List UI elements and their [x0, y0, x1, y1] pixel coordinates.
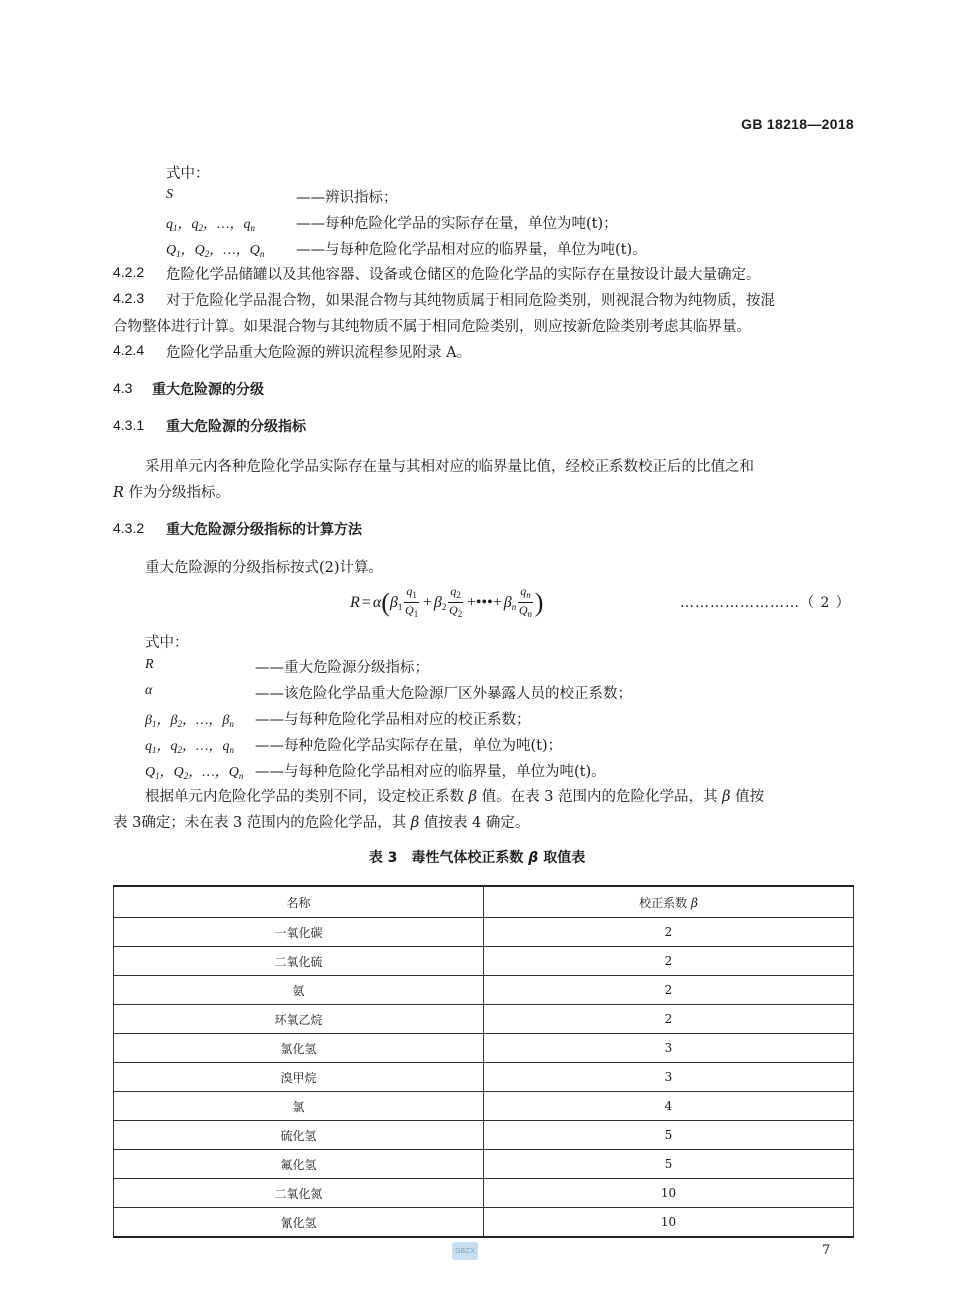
- paragraph-text: 作为分级指标。: [123, 485, 231, 501]
- formula2-description: ——每种危险化学品实际存在量，单位为吨(t)；: [255, 738, 563, 754]
- formula1-symbol: S: [166, 187, 173, 202]
- formula-fraction-2: $\frac{q_2}{Q_2}$: [449, 584, 463, 619]
- formula2-symbol: $Q_1$，$Q_2$，…，$Q_n$: [145, 765, 244, 781]
- cell-chemical-name: 氰化氢: [114, 1208, 484, 1238]
- clause-4-2-4-number: 4.2.4: [113, 342, 145, 358]
- formula-beta-2: $\beta_2$: [433, 593, 447, 612]
- beta-paragraph-line2: 表 3确定；未在表 3 范围内的危险化学品，其 β 值按表 4 确定。: [113, 815, 530, 831]
- table-header-row: [114, 886, 854, 918]
- formula2-description: ——与每种危险化学品相对应的校正系数；: [255, 712, 531, 728]
- section-4-3-1-paragraph-line2: [113, 481, 230, 502]
- section-4-3-2-paragraph: 重大危险源的分级指标按式(2)计算。: [145, 560, 384, 576]
- formula2-description: ——重大危险源分级指标；: [255, 660, 429, 676]
- cell-chemical-name: 氟化氢: [114, 1150, 484, 1179]
- cell-beta-value: 10: [484, 1208, 854, 1238]
- clause-4-2-2-text: 危险化学品储罐以及其他容器、设备或仓储区的危险化学品的实际存在量按设计最大量确定。: [166, 267, 761, 283]
- formula-beta-n: $\beta_n$: [503, 593, 517, 612]
- table-row: [114, 1005, 854, 1034]
- formula1-symbol: $Q_1$，$Q_2$，…，$Q_n$: [166, 243, 265, 259]
- formula-ellipsis: +•••+: [466, 593, 502, 611]
- cell-beta-value: 5: [484, 1121, 854, 1150]
- cell-beta-value: 4: [484, 1092, 854, 1121]
- formula1-description: ——每种危险化学品的实际存在量，单位为吨(t)；: [296, 216, 618, 232]
- cell-chemical-name: 氯: [114, 1092, 484, 1121]
- table-row: [114, 1121, 854, 1150]
- formula2-description: ——该危险化学品重大危险源厂区外暴露人员的校正系数；: [255, 686, 632, 702]
- formula-fraction-1: $\frac{q_1}{Q_1}$: [405, 584, 419, 619]
- formula2-where-label: 式中：: [145, 635, 189, 651]
- table-row: [114, 1179, 854, 1208]
- formula-2: [350, 584, 543, 621]
- formula-alpha: α: [372, 593, 382, 611]
- section-4-3-1-title: 重大危险源的分级指标: [166, 419, 306, 435]
- table-row: [114, 918, 854, 947]
- cell-beta-value: 2: [484, 1005, 854, 1034]
- watermark-logo: GBZX: [452, 1242, 478, 1260]
- table-3-title: 表 3 毒性气体校正系数 β 取值表: [368, 850, 586, 866]
- clause-4-2-3-line2: 合物整体进行计算。如果混合物与其纯物质不属于相同危险类别，则应按新危险类别考虑其临界量。: [113, 319, 751, 335]
- table-row: [114, 1034, 854, 1063]
- cell-beta-value: 3: [484, 1063, 854, 1092]
- formula1-description: ——辨识指标；: [296, 190, 398, 206]
- formula-fraction-n: $\frac{q_n}{Q_n}$: [518, 584, 533, 619]
- section-4-3-title: 重大危险源的分级: [152, 382, 264, 398]
- table-row: [114, 976, 854, 1005]
- page-number: 7: [822, 1243, 831, 1258]
- cell-chemical-name: 硫化氢: [114, 1121, 484, 1150]
- formula2-symbol: $q_1$，$q_2$，…，$q_n$: [145, 739, 234, 755]
- formula-close-paren: ): [534, 587, 544, 617]
- cell-beta-value: 2: [484, 947, 854, 976]
- table-row: [114, 1063, 854, 1092]
- section-4-3-2-title: 重大危险源分级指标的计算方法: [166, 522, 362, 538]
- cell-beta-value: 3: [484, 1034, 854, 1063]
- column-header-beta: 校正系数 β: [484, 886, 854, 918]
- cell-chemical-name: 溴甲烷: [114, 1063, 484, 1092]
- formula2-symbol: α: [145, 683, 153, 698]
- cell-chemical-name: 二氧化氮: [114, 1179, 484, 1208]
- formula2-symbol: $\beta_1$，$\beta_2$，…，$\beta_n$: [145, 713, 234, 729]
- cell-chemical-name: 氨: [114, 976, 484, 1005]
- table-row: [114, 1150, 854, 1179]
- table-row: [114, 947, 854, 976]
- cell-chemical-name: 二氧化硫: [114, 947, 484, 976]
- cell-chemical-name: 一氧化碳: [114, 918, 484, 947]
- beta-paragraph-line1: 根据单元内危险化学品的类别不同，设定校正系数 β 值。在表 3 范围内的危险化学品，其 β 值按: [145, 789, 765, 805]
- table-row: [114, 1208, 854, 1238]
- section-4-3-1-paragraph-line1: 采用单元内各种危险化学品实际存在量与其相对应的临界量比值，经校正系数校正后的比值之和: [145, 459, 754, 475]
- cell-chemical-name: 环氧乙烷: [114, 1005, 484, 1034]
- formula-2-number: ……………………（ 2 ）: [680, 595, 851, 611]
- formula-beta-1: $\beta_1$: [389, 593, 403, 612]
- clause-4-2-3-number: 4.2.3: [113, 290, 145, 306]
- cell-chemical-name: 氯化氢: [114, 1034, 484, 1063]
- formula1-description: ——与每种危险化学品相对应的临界量，单位为吨(t)。: [296, 242, 647, 258]
- table-3: [113, 885, 854, 1238]
- formula2-description: ——与每种危险化学品相对应的临界量，单位为吨(t)。: [255, 764, 606, 780]
- table-3-body: [114, 918, 854, 1238]
- clause-4-2-2-number: 4.2.2: [113, 264, 145, 280]
- formula-lhs: R: [350, 593, 360, 611]
- formula-equals: =: [361, 593, 371, 611]
- column-header-name: 名称: [114, 886, 484, 918]
- cell-beta-value: 5: [484, 1150, 854, 1179]
- cell-beta-value: 2: [484, 976, 854, 1005]
- cell-beta-value: 2: [484, 918, 854, 947]
- formula-open-paren: (: [381, 587, 390, 617]
- clause-4-2-3-line1: 对于危险化学品混合物，如果混合物与其纯物质属于相同危险类别，则视混合物为纯物质，按混: [166, 293, 775, 309]
- section-4-3-1-number: 4.3.1: [113, 417, 145, 433]
- cell-beta-value: 10: [484, 1179, 854, 1208]
- formula-plus: +: [422, 593, 432, 611]
- formula2-symbol: R: [145, 657, 154, 672]
- formula1-where-label: 式中：: [166, 166, 210, 182]
- standard-number: GB 18218—2018: [741, 116, 854, 132]
- symbol-R: R: [113, 485, 124, 501]
- table-row: [114, 1092, 854, 1121]
- section-4-3-2-number: 4.3.2: [113, 520, 145, 536]
- formula1-symbol: $q_1$，$q_2$，…，$q_n$: [166, 217, 255, 233]
- clause-4-2-4-text: 危险化学品重大危险源的辨识流程参见附录 A。: [166, 345, 472, 361]
- section-4-3-number: 4.3: [113, 380, 133, 396]
